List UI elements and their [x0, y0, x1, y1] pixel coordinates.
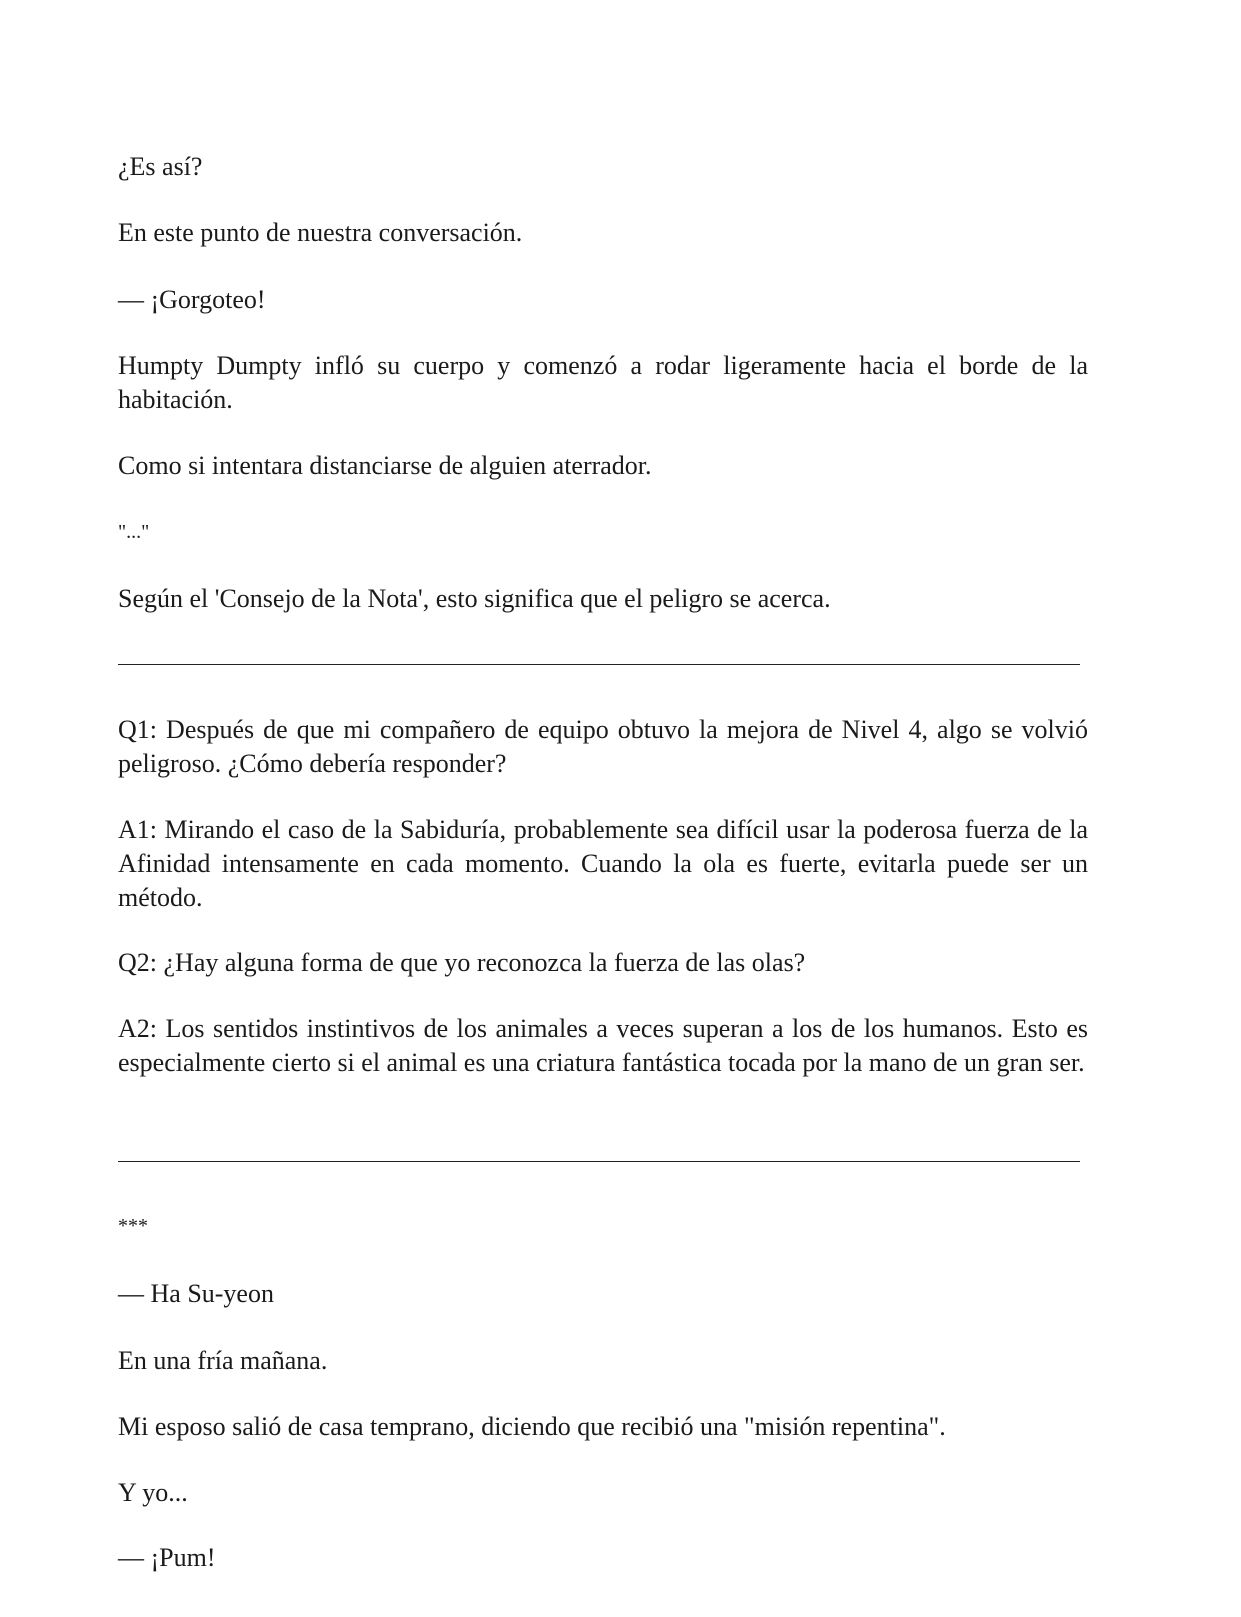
scene-break: *** [118, 1215, 148, 1237]
horizontal-rule [118, 664, 1080, 665]
paragraph: Mi esposo salió de casa temprano, diciendo que recibió una "misión repentina". [118, 1412, 946, 1441]
paragraph: Humpty Dumpty infló su cuerpo y comenzó a rodar ligeramente hacia el borde de la habitación. [118, 351, 1088, 414]
paragraph: — ¡Pum! [118, 1543, 216, 1572]
question-2: Q2: ¿Hay alguna forma de que yo reconozca la fuerza de las olas? [118, 948, 806, 977]
question-1: Q1: Después de que mi compañero de equipo obtuvo la mejora de Nivel 4, algo se volvió peligroso. ¿Cómo debería responder? [118, 715, 1088, 778]
paragraph: "..." [118, 521, 150, 543]
paragraph: — Ha Su-yeon [118, 1279, 274, 1308]
answer-2: A2: Los sentidos instintivos de los animales a veces superan a los de los humanos. Esto es especialmente cierto si el animal es una criatura fantástica tocada por la mano de un gran ser. [118, 1014, 1088, 1077]
paragraph: En una fría mañana. [118, 1346, 328, 1375]
answer-1: A1: Mirando el caso de la Sabiduría, probablemente sea difícil usar la poderosa fuerza de la Afinidad intensamente en cada momento. Cuando la ola es fuerte, evitarla puede ser un método. [118, 815, 1088, 912]
paragraph: ¿Es así? [118, 152, 203, 181]
horizontal-rule [118, 1161, 1080, 1162]
paragraph: Como si intentara distanciarse de alguien aterrador. [118, 451, 652, 480]
paragraph: — ¡Gorgoteo! [118, 285, 266, 314]
paragraph: Y yo... [118, 1478, 188, 1507]
paragraph: Según el 'Consejo de la Nota', esto significa que el peligro se acerca. [118, 584, 831, 613]
paragraph: En este punto de nuestra conversación. [118, 218, 523, 247]
